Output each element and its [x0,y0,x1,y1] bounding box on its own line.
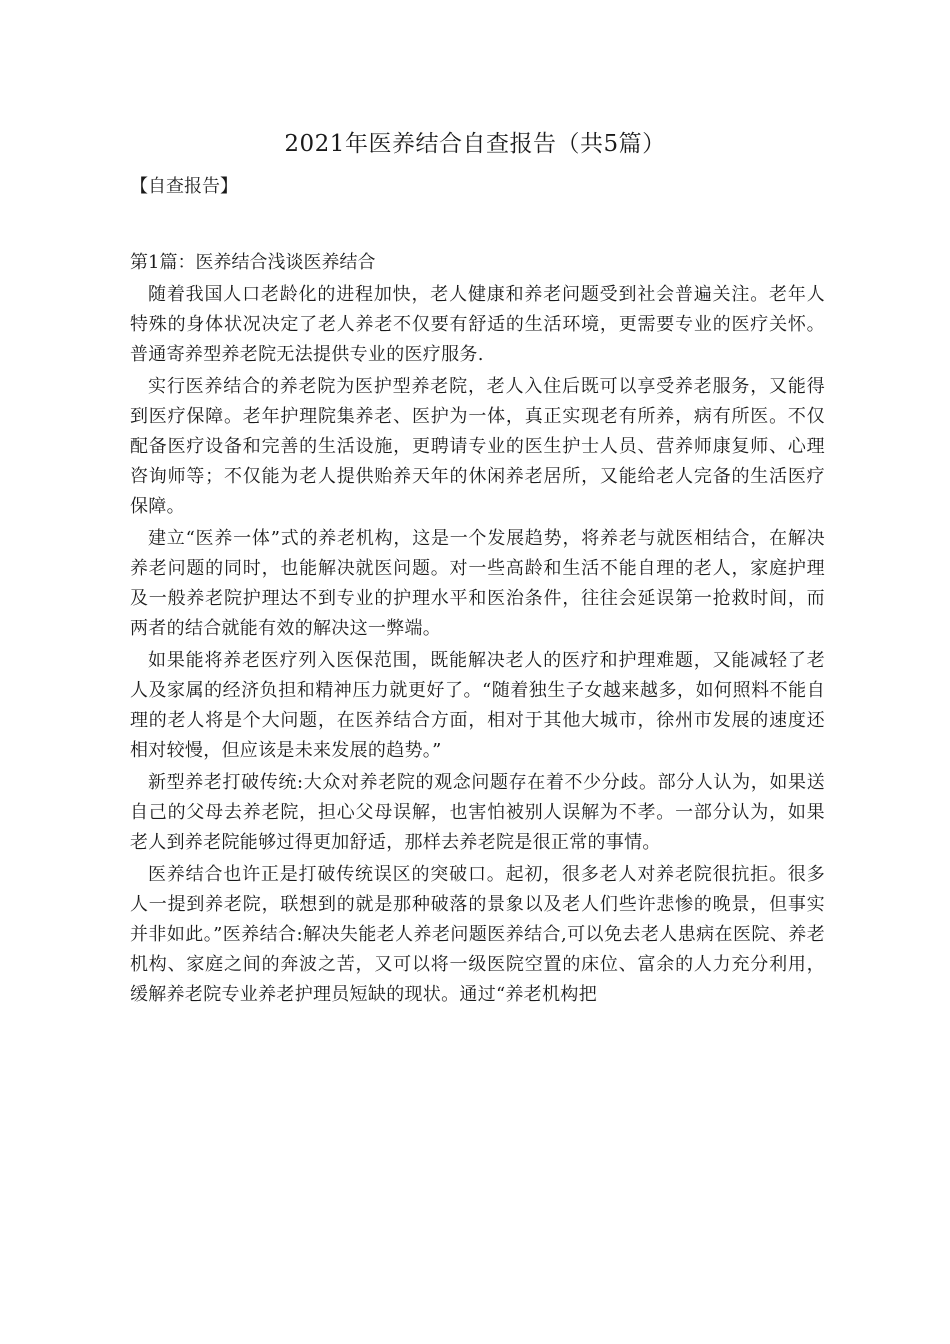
paragraph-5: 新型养老打破传统:大众对养老院的观念问题存在着不少分歧。部分人认为，如果送自己的父母去养老院，担心父母误解，也害怕被别人误解为不孝。一部分认为，如果老人到养老院能够过得更加舒适，那样去养老院是很正常的事情。 [130,772,825,853]
document-title: 2021年医养结合自查报告（共5篇） [284,131,666,157]
paragraph-6: 医养结合也许正是打破传统误区的突破口。起初，很多老人对养老院很抗拒。很多人一提到养老院，联想到的就是那种破落的景象以及老人们些许悲惨的晚景，但事实并非如此。”医养结合:解决失能老人养老问题医养结合,可以免去老人患病在医院、养老机构、家庭之间的奔波之苦，又可以将一级医院空置的床位、富余的人力充分利用，缓解养老院专业养老护理员短缺的现状。通过“养老机构把 [130,864,825,1005]
article-heading: 第1篇：医养结合浅谈医养结合 [130,252,376,273]
article-body [130,248,825,1012]
paragraph-2: 实行医养结合的养老院为医护型养老院，老人入住后既可以享受养老服务，又能得到医疗保障。老年护理院集养老、医护为一体，真正实现老有所养，病有所医。不仅配备医疗设备和完善的生活设施，更聘请专业的医生护士人员、营养师康复师、心理咨询师等；不仅能为老人提供贻养天年的休闲养老居所，又能给老人完备的生活医疗保障。 [130,376,825,517]
paragraph-3: 建立“医养一体”式的养老机构，这是一个发展趋势，将养老与就医相结合，在解决养老问题的同时，也能解决就医问题。对一些高龄和生活不能自理的老人，家庭护理及一般养老院护理达不到专业的护理水平和医治条件，往往会延误第一抢救时间，而两者的结合就能有效的解决这一弊端。 [130,528,825,639]
paragraph-4: 如果能将养老医疗列入医保范围，既能解决老人的医疗和护理难题，又能减轻了老人及家属的经济负担和精神压力就更好了。“随着独生子女越来越多，如何照料不能自理的老人将是个大问题，在医养结合方面，相对于其他大城市，徐州市发展的速度还相对较慢，但应该是未来发展的趋势。” [130,650,825,761]
category-label: 【自查报告】 [130,176,238,197]
paragraph-1: 随着我国人口老龄化的进程加快，老人健康和养老问题受到社会普遍关注。老年人特殊的身体状况决定了老人养老不仅要有舒适的生活环境，更需要专业的医疗关怀。普通寄养型养老院无法提供专业的医疗服务. [130,284,825,365]
